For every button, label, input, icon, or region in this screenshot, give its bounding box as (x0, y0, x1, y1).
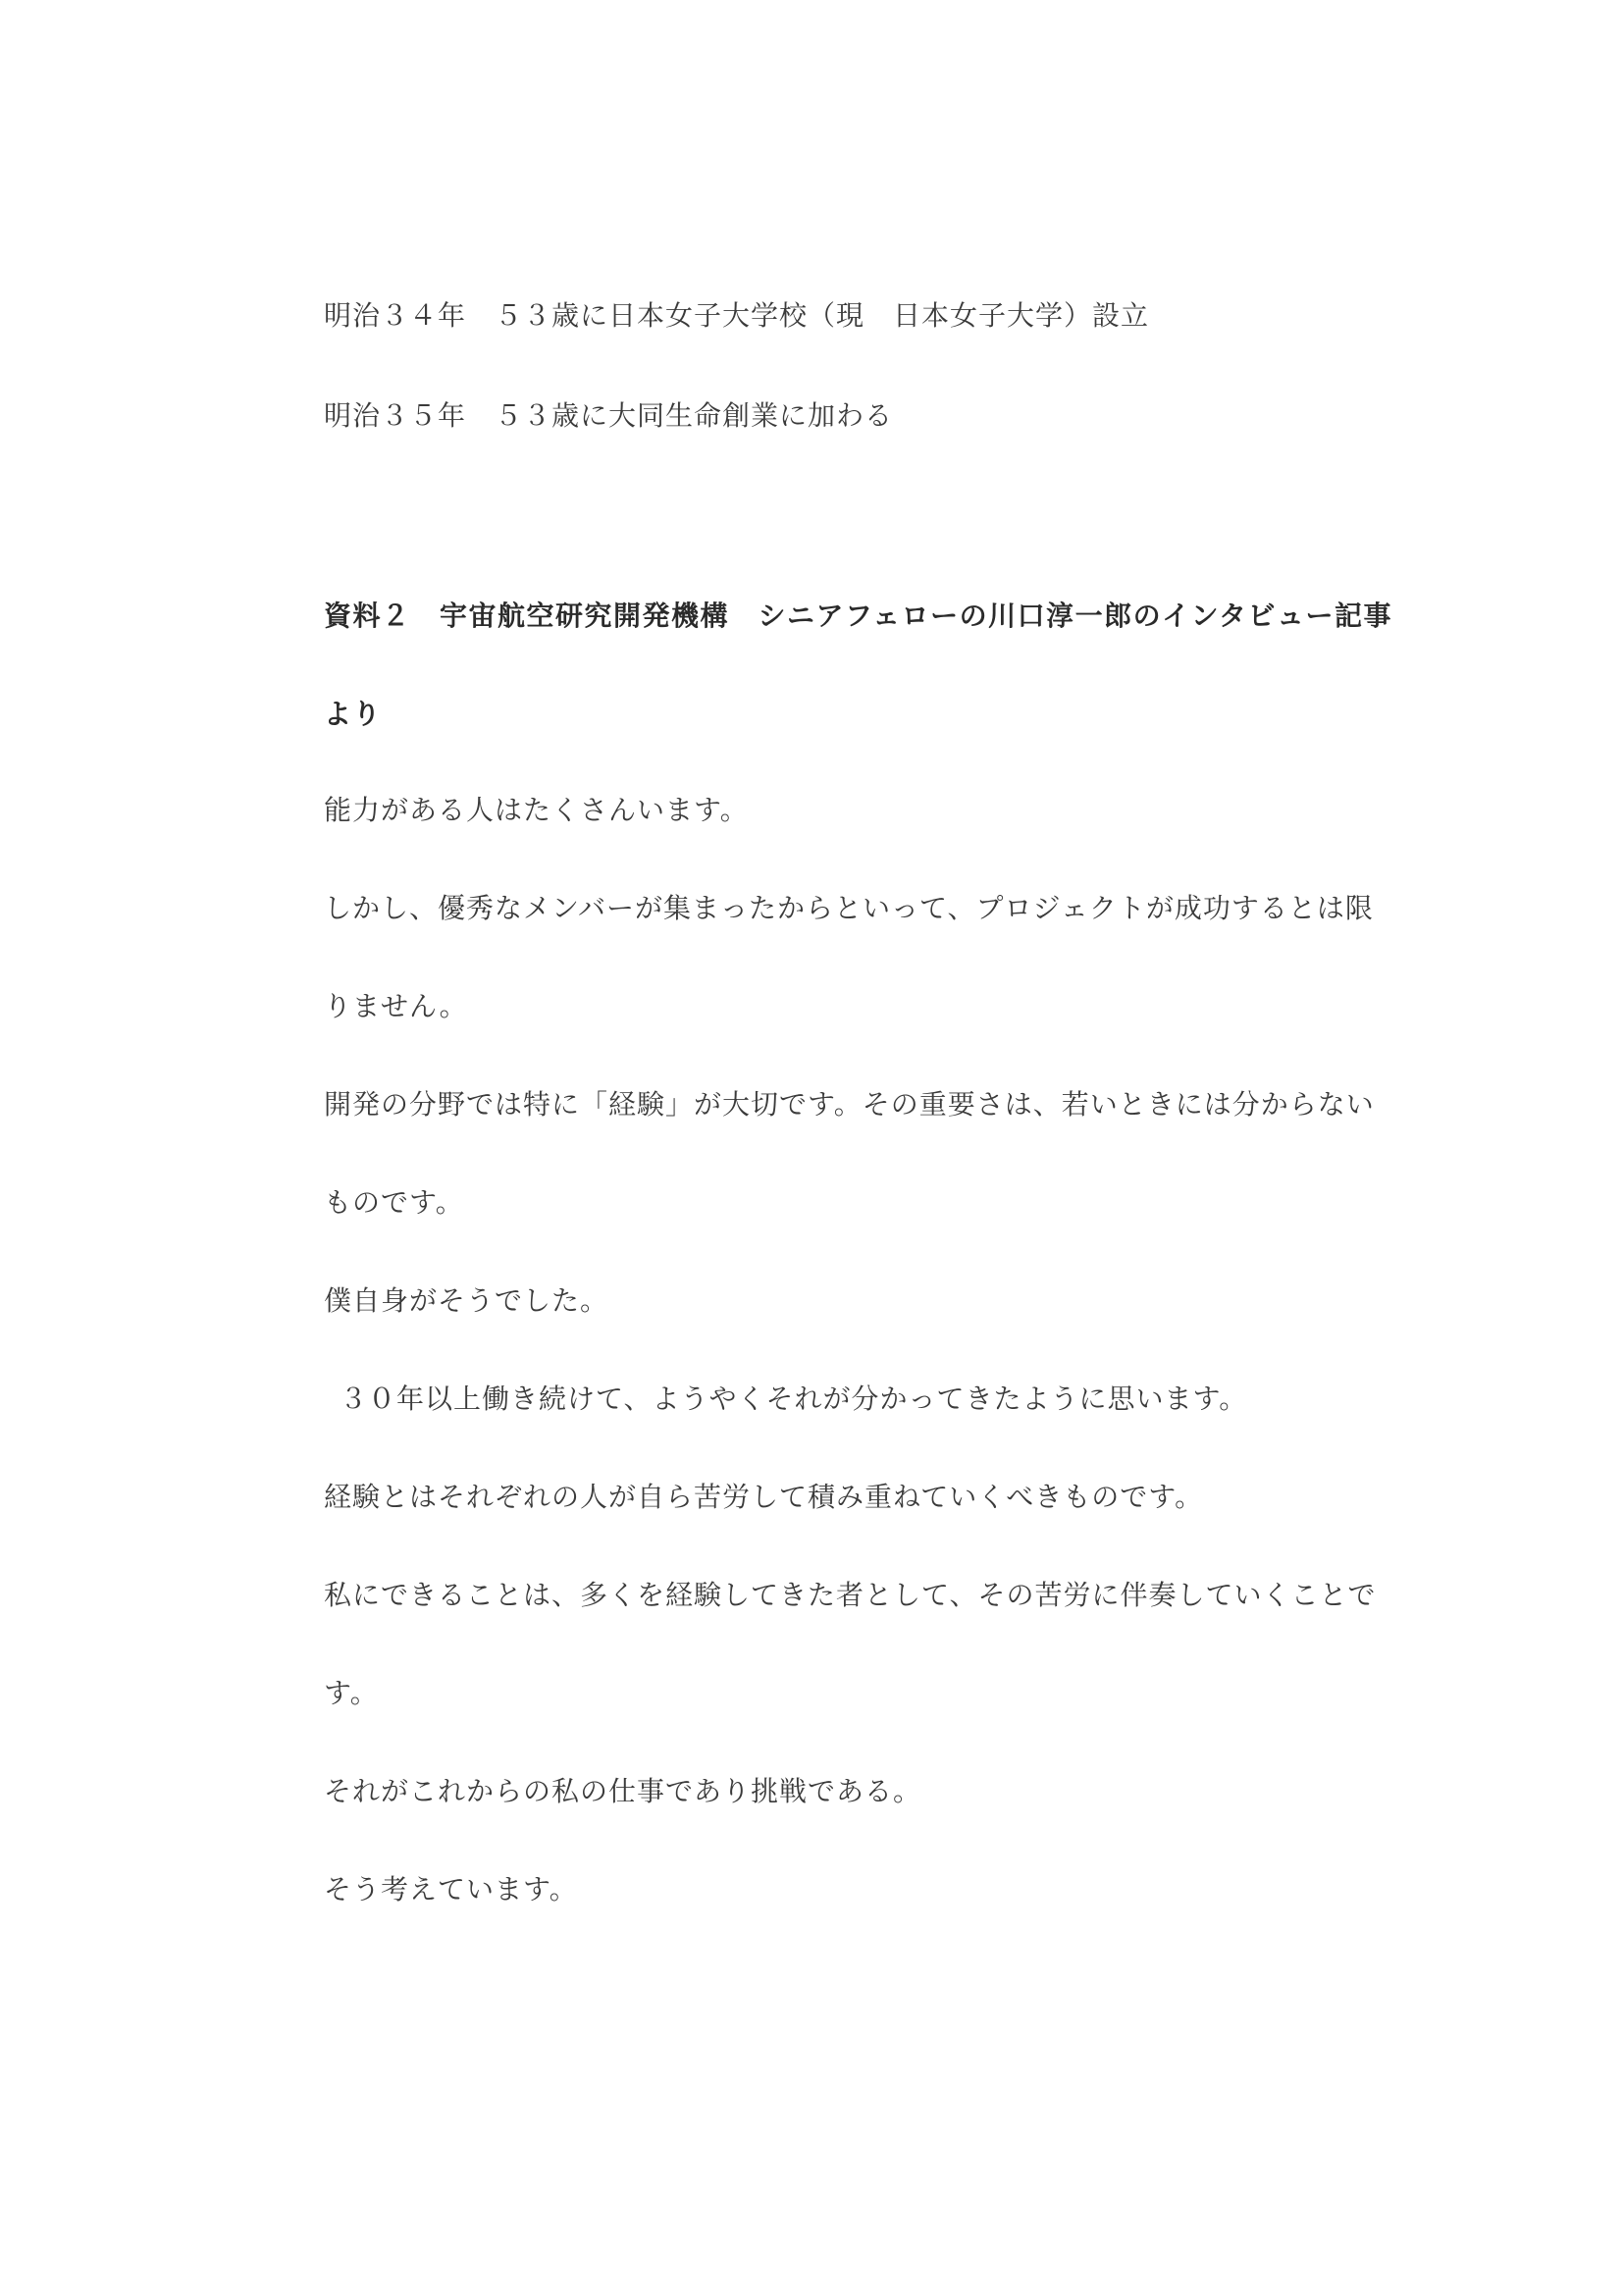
chronology-entry: 明治３５年 ５３歳に大同生命創業に加わる (324, 399, 894, 432)
body-line: それがこれからの私の仕事であり挑戦である。 (324, 1775, 922, 1807)
body-line: 能力がある人はたくさんいます。 (324, 794, 749, 826)
body-line: しかし、優秀なメンバーが集まったからといって、プロジェクトが成功するとは限 (324, 892, 1374, 924)
body-line: す。 (324, 1677, 379, 1709)
section-heading: 資料２ 宇宙航空研究開発機構 シニアフェローの川口淳一郎のインタビュー記事 (324, 600, 1392, 632)
body-line: そう考えています。 (324, 1873, 578, 1905)
body-line: ものです。 (324, 1186, 464, 1219)
chronology-entry: 明治３４年 ５３歳に日本女子大学校（現 日本女子大学）設立 (324, 299, 1150, 332)
body-line: 僕自身がそうでした。 (324, 1284, 609, 1317)
body-line: ３０年以上働き続けて、ようやくそれが分かってきたように思います。 (340, 1383, 1248, 1415)
body-line: 経験とはそれぞれの人が自ら苦労して積み重ねていくべきものです。 (324, 1481, 1204, 1513)
body-line: りません。 (324, 990, 468, 1022)
body-line: 私にできることは、多くを経験してきた者として、その苦労に伴奏していくことで (324, 1579, 1377, 1611)
section-heading-continuation: より (324, 698, 383, 730)
body-line: 開発の分野では特に「経験」が大切です。その重要さは、若いときには分からない (324, 1088, 1375, 1121)
